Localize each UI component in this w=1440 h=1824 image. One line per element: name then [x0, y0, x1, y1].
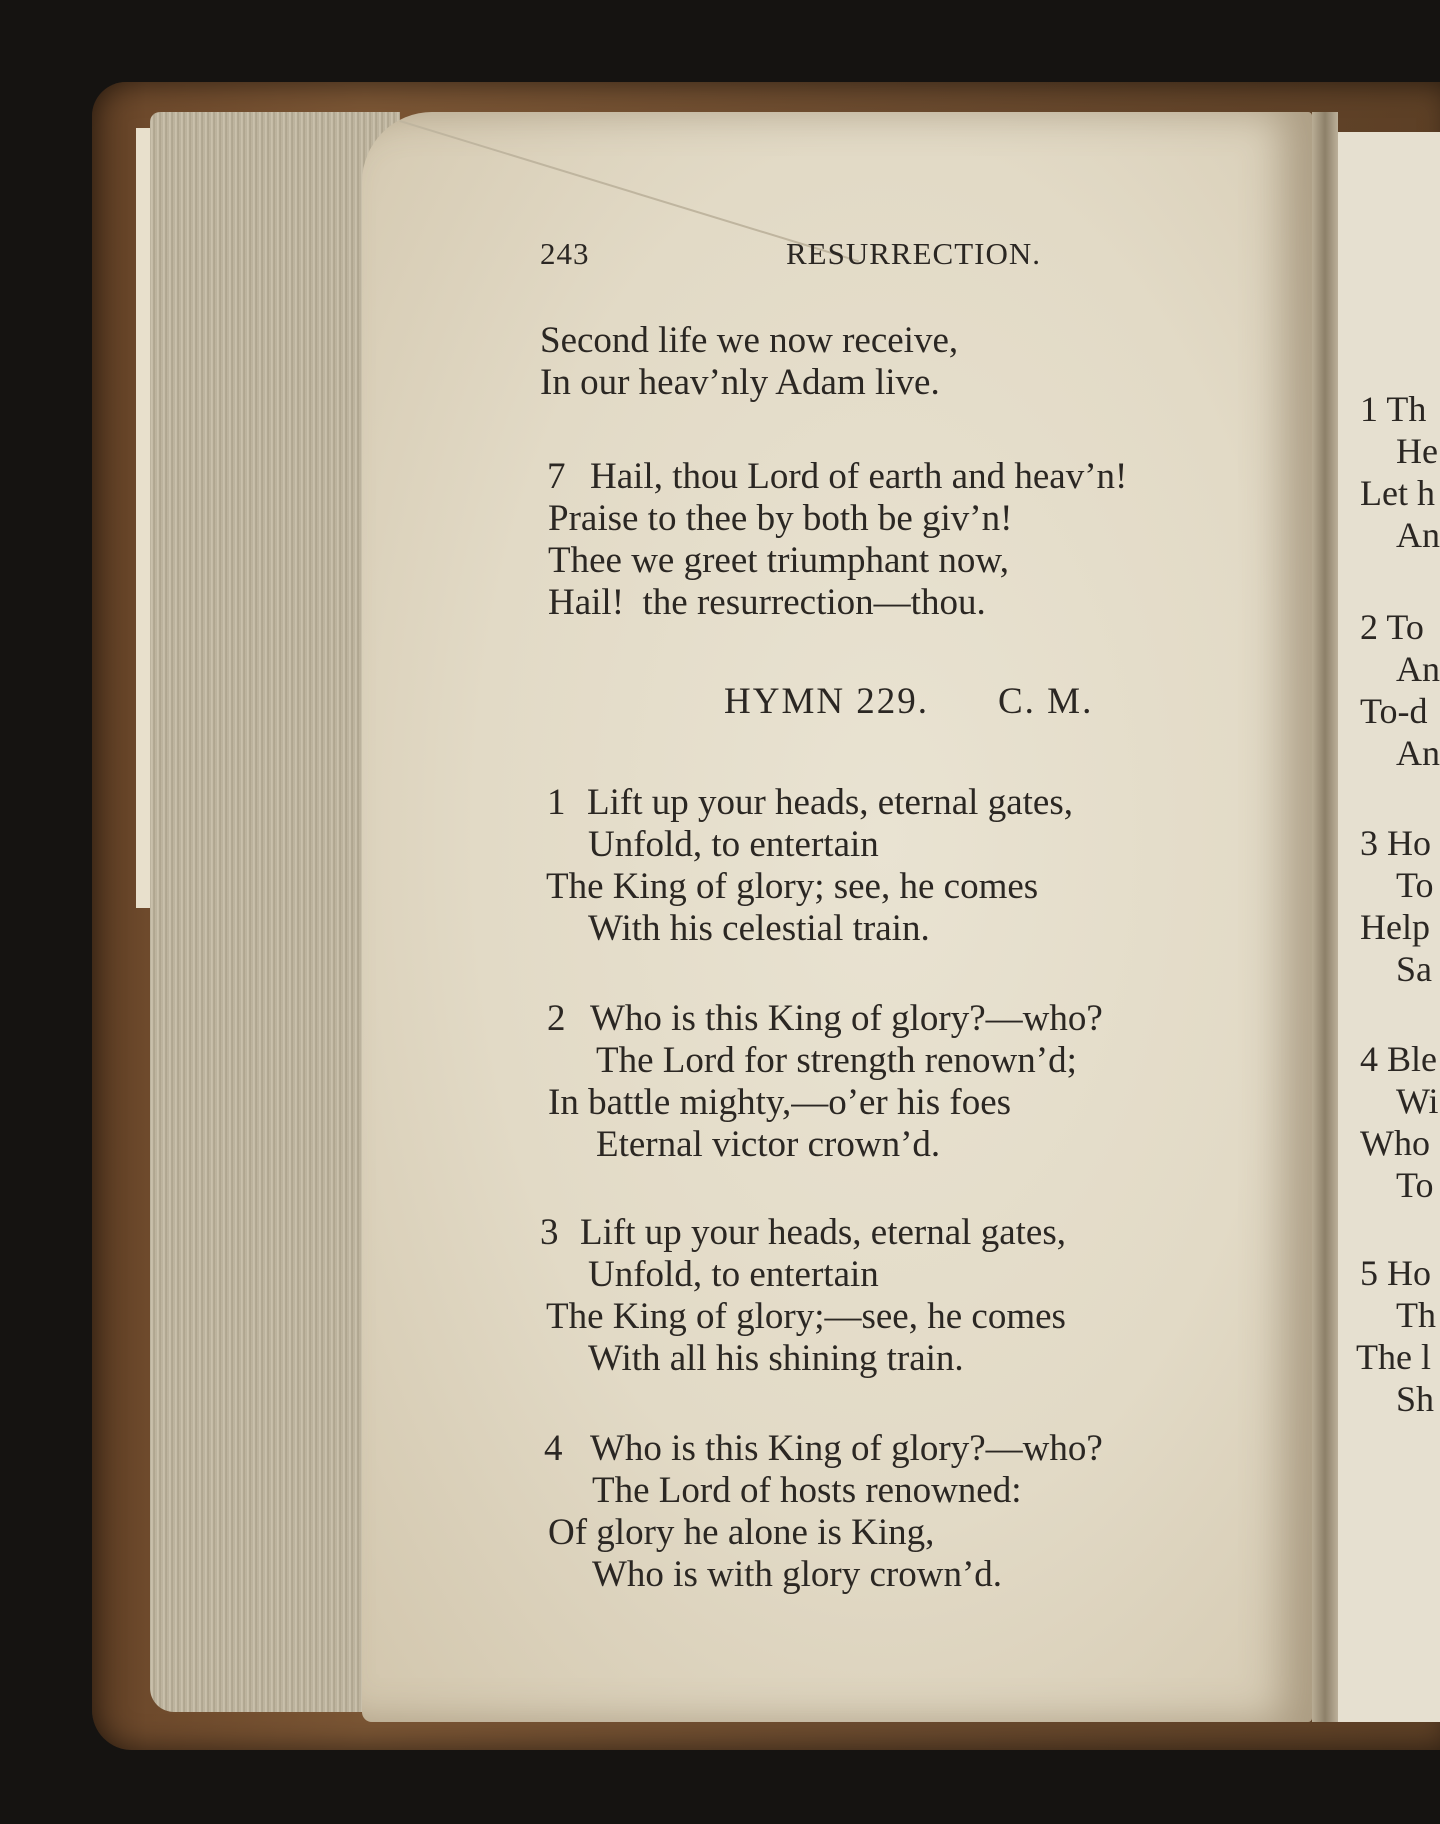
- fragment-line: Wi: [1396, 1081, 1439, 1121]
- verse-line: Unfold, to entertain: [588, 824, 879, 865]
- fragment-line: 4 Ble: [1360, 1039, 1437, 1079]
- stanza-number: 2: [547, 998, 566, 1039]
- fragment-line: Th: [1396, 1295, 1436, 1335]
- fragment-line: Help: [1360, 907, 1430, 947]
- verse-line: Hail, thou Lord of earth and heav’n!: [590, 456, 1128, 497]
- verse-line: Who is this King of glory?—who?: [590, 1428, 1103, 1469]
- verse-line: The Lord of hosts renowned:: [592, 1470, 1022, 1511]
- verse-line: Lift up your heads, eternal gates,: [580, 1212, 1066, 1253]
- fragment-line: 1 Th: [1360, 389, 1427, 429]
- verse-line: Lift up your heads, eternal gates,: [587, 782, 1073, 823]
- fragment-line: The l: [1356, 1337, 1431, 1377]
- fragment-line: 3 Ho: [1360, 823, 1431, 863]
- continuation-line: Second life we now receive,: [540, 320, 959, 361]
- verse-line: Who is with glory crown’d.: [592, 1554, 1003, 1595]
- book-gutter: [1312, 112, 1338, 1722]
- stanza-number: 3: [540, 1212, 559, 1253]
- page-number: 243: [540, 236, 590, 271]
- fragment-line: 5 Ho: [1360, 1253, 1431, 1293]
- fragment-line: An: [1396, 649, 1440, 689]
- fragment-line: An: [1396, 515, 1440, 555]
- verse-line: Unfold, to entertain: [588, 1254, 879, 1295]
- verse-line: Who is this King of glory?—who?: [590, 998, 1103, 1039]
- verse-line: With his celestial train.: [588, 908, 930, 949]
- fragment-line: Sh: [1396, 1379, 1435, 1419]
- hymn-meter: C. M.: [998, 681, 1094, 722]
- verse-line: Hail! the resurrection—thou.: [548, 582, 986, 623]
- stanza-number: 4: [544, 1428, 563, 1469]
- fragment-line: Let h: [1360, 473, 1435, 513]
- stanza-number: 7: [547, 456, 566, 497]
- verse-line: The King of glory; see, he comes: [546, 866, 1039, 907]
- running-title: RESURRECTION.: [786, 236, 1041, 271]
- verse-line: Eternal victor crown’d.: [596, 1124, 941, 1165]
- fragment-line: An: [1396, 733, 1440, 773]
- fragment-line: To-d: [1360, 691, 1428, 731]
- fragment-line: He: [1396, 431, 1438, 471]
- verse-line: The Lord for strength renown’d;: [596, 1040, 1077, 1081]
- verse-line: Thee we greet triumphant now,: [548, 540, 1009, 581]
- verse-line: In battle mighty,—o’er his foes: [548, 1082, 1012, 1123]
- fragment-line: Who: [1360, 1123, 1430, 1163]
- fragment-line: To: [1396, 1165, 1434, 1205]
- verse-line: Of glory he alone is King,: [548, 1512, 935, 1553]
- fragment-line: 2 To: [1360, 607, 1424, 647]
- fragment-line: Sa: [1396, 949, 1432, 989]
- verse-line: Praise to thee by both be giv’n!: [548, 498, 1013, 539]
- right-page: [1338, 132, 1440, 1722]
- verse-line: The King of glory;—see, he comes: [546, 1296, 1066, 1337]
- verse-line: With all his shining train.: [588, 1338, 964, 1379]
- fragment-line: To: [1396, 865, 1434, 905]
- hymn-title: HYMN 229.: [724, 681, 930, 722]
- continuation-line: In our heav’nly Adam live.: [540, 362, 940, 403]
- stanza-number: 1: [547, 782, 566, 823]
